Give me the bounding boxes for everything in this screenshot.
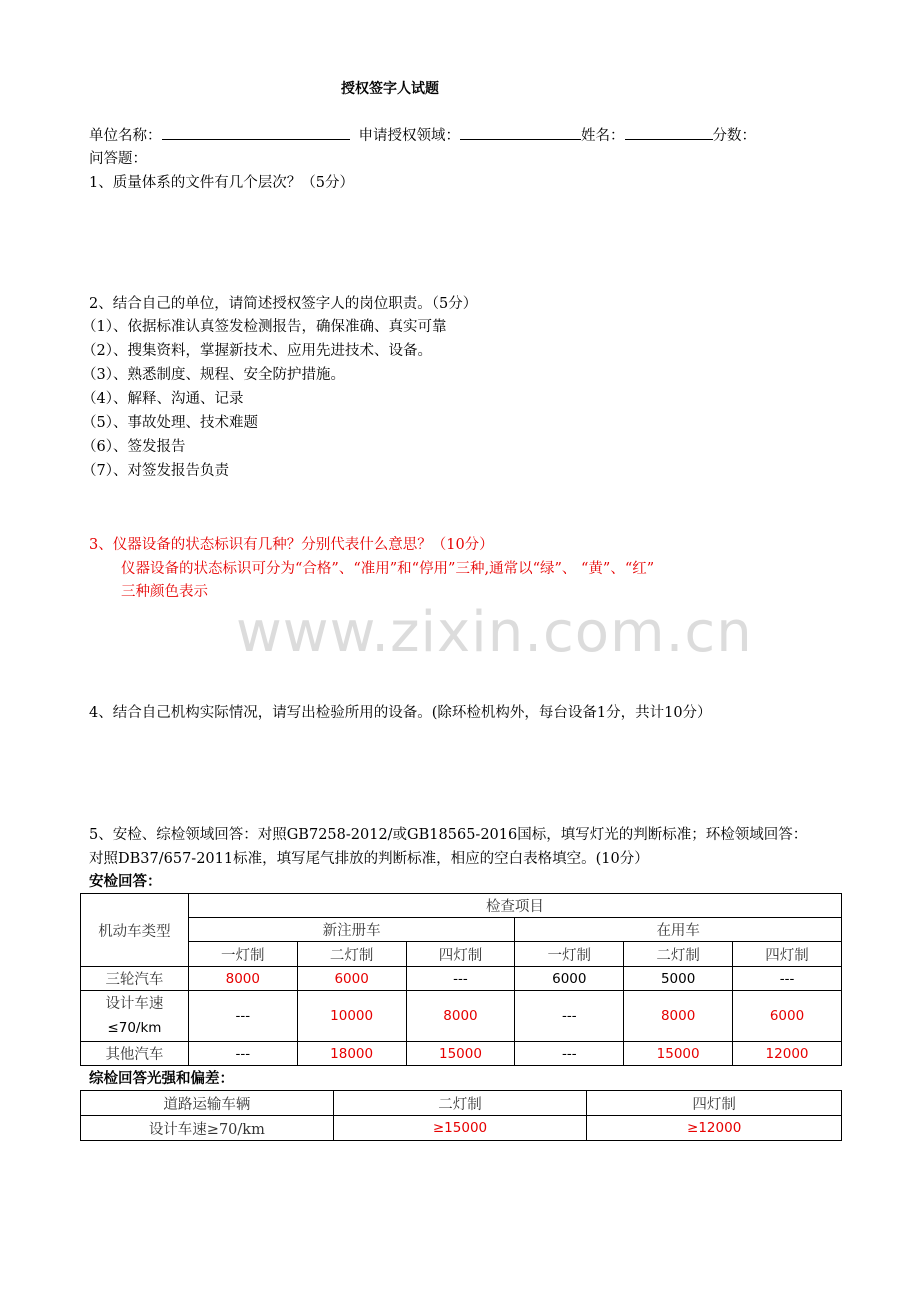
score-label: 分数： [712,128,756,144]
question-5-line2: 对照DB37/657-2011标准，填写尾气排放的判断标准，相应的空白表格填空。(10分） [89,851,649,867]
system-header: 四灯制 [406,942,515,967]
system-header: 四灯制 [733,942,842,967]
row-label: 三轮汽车 [81,967,189,991]
row-label: 其他汽车 [81,1042,189,1066]
table-cell[interactable]: --- [406,967,515,991]
table2-label: 综检回答光强和偏差： [89,1071,234,1087]
check-items-header: 检查项目 [188,894,841,918]
comprehensive-table [80,1090,842,1141]
table-cell[interactable]: --- [515,991,624,1042]
unit-blank[interactable] [162,125,350,140]
table-row [81,1042,842,1066]
answer-2-2: （2）、搜集资料，掌握新技术、应用先进技术、设备。 [82,343,432,359]
question-3: 3、仪器设备的状态标识有几种？分别代表什么意思？（10分） [89,537,494,553]
table-cell[interactable]: --- [188,991,297,1042]
table-cell[interactable]: 6000 [297,967,406,991]
answer-3-line1: 仪器设备的状态标识可分为“合格”、“准用”和“停用”三种,通常以“绿”、 “黄”、“红” [121,561,655,577]
table-cell[interactable]: 8000 [406,991,515,1042]
table-cell[interactable]: --- [733,967,842,991]
table-cell[interactable]: ≥12000 [587,1116,842,1141]
table-cell[interactable]: 6000 [733,991,842,1042]
name-label: 姓名： [581,128,625,144]
table1-label: 安检回答： [89,874,162,890]
table-cell[interactable]: 12000 [733,1042,842,1066]
question-5-line1: 5、安检、综检领域回答：对照GB7258-2012/或GB18565-2016国标，填写灯光的判断标准；环检领域回答： [89,827,808,843]
unit-label: 单位名称： [89,128,162,144]
table-cell[interactable]: 18000 [297,1042,406,1066]
answer-2-5: （5）、事故处理、技术难题 [82,415,258,431]
row-label-line1: 设计车速 [105,996,164,1012]
table-cell[interactable]: 8000 [188,967,297,991]
row-label [81,991,189,1042]
question-2: 2、结合自己的单位，请简述授权签字人的岗位职责。（5分） [89,296,478,312]
table2-header: 道路运输车辆 [81,1091,334,1116]
vehicle-type-header: 机动车类型 [81,894,189,967]
answer-2-4: （4）、解释、沟通、记录 [82,391,244,407]
light-standard-table [80,893,842,1066]
answer-2-3: （3）、熟悉制度、规程、安全防护措施。 [82,367,345,383]
answer-2-6: （6）、签发报告 [82,439,186,455]
row-label: 设计车速≥70/km [81,1116,334,1141]
table-row [81,1116,842,1141]
table-cell[interactable]: ≥15000 [333,1116,587,1141]
answer-3-line2: 三种颜色表示 [121,584,208,600]
table-cell[interactable]: 6000 [515,967,624,991]
name-blank[interactable] [625,125,713,140]
table2-header: 二灯制 [333,1091,587,1116]
section-label: 问答题： [89,151,147,167]
table-cell[interactable]: 5000 [624,967,733,991]
system-header: 二灯制 [624,942,733,967]
system-header: 一灯制 [515,942,624,967]
table-cell[interactable]: --- [188,1042,297,1066]
system-header: 二灯制 [297,942,406,967]
answer-2-7: （7）、对签发报告负责 [82,463,229,479]
exam-title: 授权签字人试题 [341,81,439,97]
answer-2-1: （1）、依据标准认真签发检测报告，确保准确、真实可靠 [82,319,447,335]
table-cell[interactable]: --- [515,1042,624,1066]
header-line [89,125,756,146]
table-cell[interactable]: 15000 [624,1042,733,1066]
question-4: 4、结合自己机构实际情况，请写出检验所用的设备。(除环检机构外，每台设备1分，共计10分） [89,705,712,721]
watermark: www.zixin.com.cn [236,600,753,665]
table-cell[interactable]: 8000 [624,991,733,1042]
new-registration-header: 新注册车 [188,918,515,942]
row-label-line2: ≤70/km [107,1020,162,1036]
table-cell[interactable]: 10000 [297,991,406,1042]
system-header: 一灯制 [188,942,297,967]
table-cell[interactable]: 15000 [406,1042,515,1066]
field-label: 申请授权领域： [358,128,460,144]
table2-header: 四灯制 [587,1091,842,1116]
question-1: 1、质量体系的文件有几个层次？（5分） [89,175,354,191]
field-blank[interactable] [460,125,581,140]
table-row [81,991,842,1042]
in-use-header: 在用车 [515,918,842,942]
table-row [81,967,842,991]
